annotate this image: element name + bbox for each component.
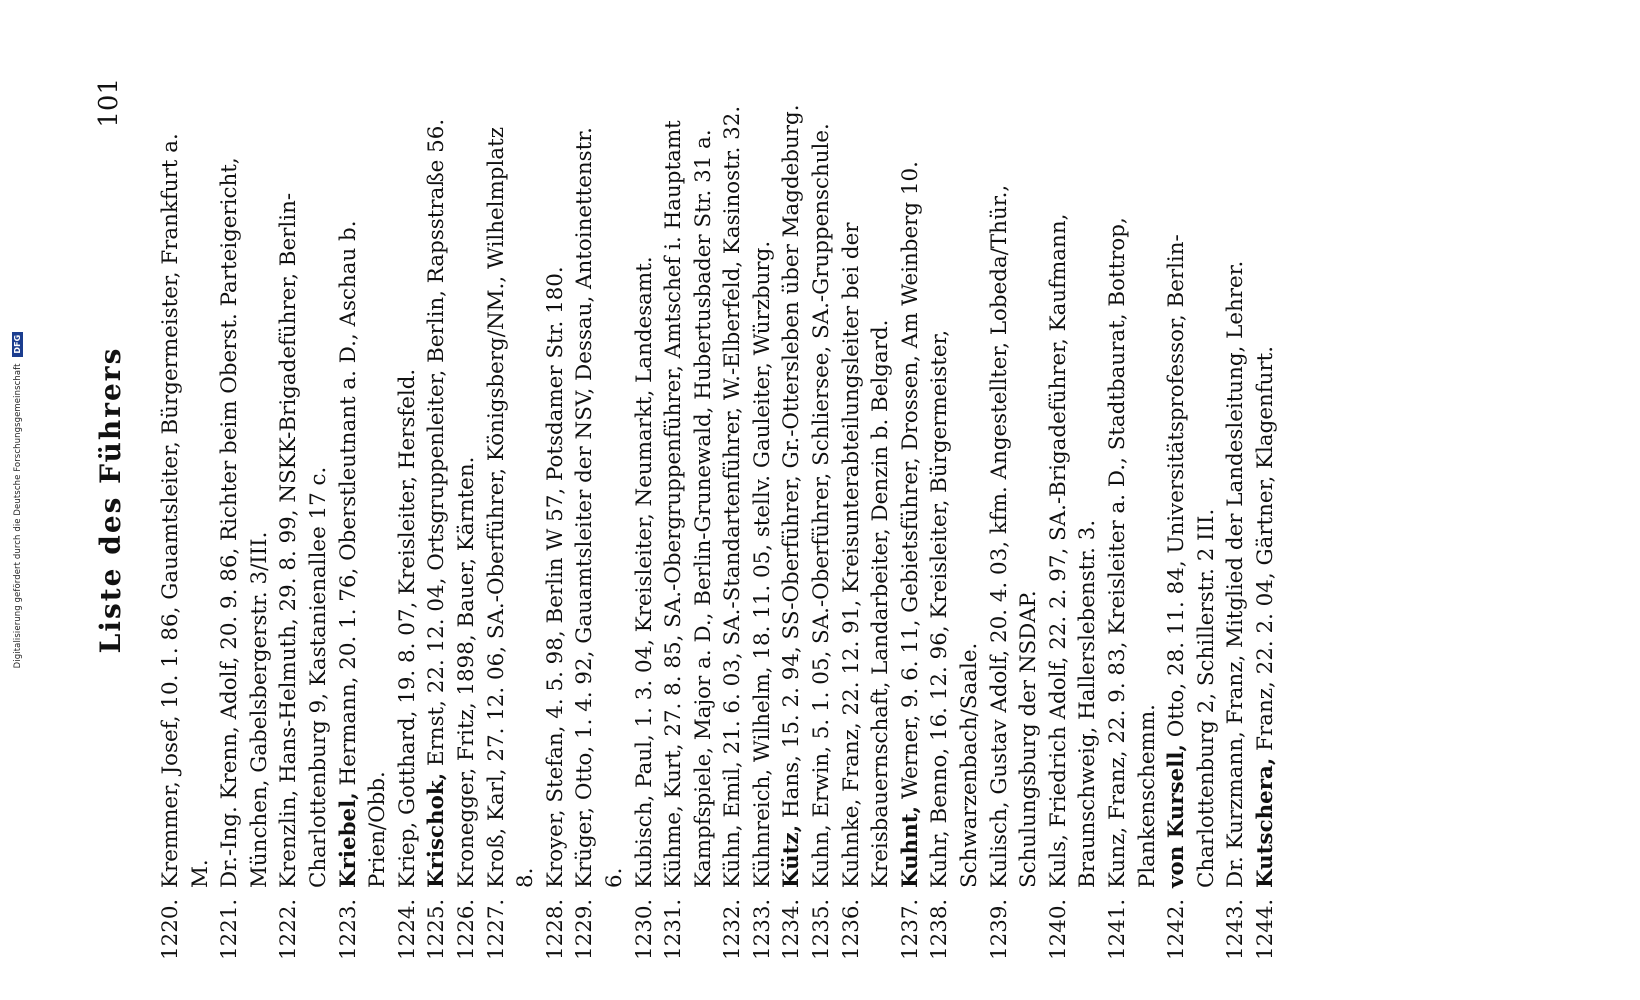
entry-details: Gotthard, 19. 8. 07, Kreisleiter, Hersfeld. (394, 368, 420, 822)
entry-details: Hermann, 20. 1. 76, Oberstleutnant a. D., Aschau b. Prien/Obb. (335, 220, 391, 888)
entry-number: 1221. (217, 898, 243, 960)
entry-number: 1243. (1223, 898, 1249, 960)
running-title: Liste des Führers (94, 346, 127, 654)
entry-number: 1223. (335, 898, 361, 960)
entry-number: 1242. (1164, 898, 1190, 960)
entry-details: Hans, 15. 2. 94, SS-Oberführer, Gr.-Ottersleben über Magdeburg. (779, 104, 805, 825)
entry-number: 1231. (661, 898, 687, 960)
entry-name: Kubisch, (631, 794, 657, 888)
watermark-text: Digitalisierung gefördert durch die Deutsche Forschungsgemeinschaft (13, 363, 23, 669)
list-item (925, 100, 984, 960)
list-item (541, 100, 571, 960)
list-item (1103, 100, 1162, 960)
page-number: 101 (94, 78, 124, 128)
list-item (215, 100, 274, 960)
entry-number: 1239. (986, 898, 1012, 960)
entry-details: Gustav Adolf, 20. 4. 03, kfm. Angestellter, Lobeda/Thür., Schulungsburg der NSDAP. (986, 184, 1042, 888)
entry-name: Dr. Kurzmann, (1223, 731, 1249, 888)
list-item (1221, 100, 1251, 960)
entry-name: von Kursell, (1164, 744, 1190, 888)
list-item (334, 100, 393, 960)
entry-name: Kühme, (661, 805, 687, 888)
entry-details: Erwin, 5. 1. 05, SA.-Oberführer, Schliersee, SA.-Gruppenschule. (809, 123, 835, 825)
list-item (482, 100, 541, 960)
entry-name: Kriep, (394, 821, 420, 888)
entry-name: Kulisch, (986, 801, 1012, 888)
entry-number: 1232. (720, 898, 746, 960)
list-item (896, 100, 926, 960)
entry-list (156, 100, 1281, 960)
entry-number: 1233. (749, 898, 775, 960)
entry-details: Franz, 22. 2. 04, Gärtner, Klagenfurt. (1252, 345, 1278, 758)
digitization-watermark (12, 0, 23, 1000)
entry-details: Karl, 27. 12. 06, SA.-Oberführer, Königsberg/NM., Wilhelmplatz 8. (483, 127, 539, 888)
entry-name: Kunz, (1105, 826, 1130, 888)
list-item (422, 100, 452, 960)
list-item (570, 100, 629, 960)
entry-number: 1241. (1105, 898, 1130, 960)
entry-name: Kronegger, (453, 767, 479, 888)
entry-details: Friedrich Adolf, 22. 2. 97, SA.-Brigadeführer, Kaufmann, Braunschweig, Hallerslebenstr. 3. (1045, 213, 1101, 888)
entry-name: Kühnreich, (749, 768, 775, 888)
entry-details: Hans-Helmuth, 29. 8. 99, NSKK-Brigadeführer, Berlin-Charlottenburg 9, Kastanienallee 17 c. (276, 192, 331, 888)
list-item (156, 100, 215, 960)
entry-details: Otto, 1. 4. 92, Gauamtsleiter der NSV, Dessau, Antoinettenstr. 6. (572, 127, 627, 888)
entry-number: 1238. (927, 898, 953, 960)
entry-number: 1236. (838, 898, 864, 960)
entry-details: Josef, 10. 1. 86, Gauamtsleiter, Bürgermeister, Frankfurt a. M. (158, 133, 213, 888)
entry-name: Kuhnke, (838, 798, 864, 888)
entry-number: 1235. (809, 898, 835, 960)
list-item (1044, 100, 1103, 960)
entry-number: 1225. (424, 898, 450, 960)
list-item (777, 100, 807, 960)
entry-details: Fritz, 1898, Bauer, Kärnten. (453, 456, 479, 768)
entry-details: Otto, 28. 11. 84, Universitätsprofessor, Berlin-Charlottenburg 2, Schillerstr. 2 III. (1164, 234, 1219, 888)
list-item (452, 100, 482, 960)
entry-number: 1228. (542, 898, 568, 960)
list-item (807, 100, 837, 960)
entry-number: 1220. (158, 898, 183, 960)
entry-name: Krenzlin, (276, 789, 302, 888)
entry-details: Wilhelm, 18. 11. 05, stellv. Gauleiter, Würzburg. (749, 240, 775, 769)
entry-name: Krischok, (424, 772, 450, 888)
dfg-logo: DFG (12, 332, 23, 357)
entry-name: Kütz, (779, 824, 805, 888)
list-item (659, 100, 718, 960)
entry-details: Ernst, 22. 12. 04, Ortsgruppenleiter, Berlin, Rapsstraße 56. (424, 118, 450, 773)
entry-details: Werner, 9. 6. 11, Gebietsführer, Drossen, Am Weinberg 10. (897, 161, 923, 806)
entry-name: Krüger, (572, 806, 598, 888)
entry-number: 1226. (453, 898, 479, 960)
entry-details: Franz, 22. 12. 91, Kreisunterabteilungsleiter bei der Kreisbauernschaft, Landarbeiter, Denzin b. Belgard. (838, 222, 894, 888)
entry-name: Kuhnt, (897, 805, 923, 888)
list-item (748, 100, 778, 960)
entry-name: Kroyer, (542, 809, 568, 888)
entry-name: Kroß, (483, 827, 509, 888)
entry-number: 1229. (572, 898, 598, 960)
entry-name: Kuls, (1045, 834, 1071, 888)
list-item (630, 100, 660, 960)
entry-name: Kuhn, (809, 824, 835, 888)
entry-name: Kutschera, (1252, 757, 1278, 888)
entry-name: Dr.-Ing. Krenn, (217, 726, 243, 888)
entry-details: Stefan, 4. 5. 98, Berlin W 57, Potsdamer Str. 180. (542, 266, 568, 810)
list-item (274, 100, 333, 960)
entry-details: Franz, Mitglied der Landesleitung, Lehrer. (1223, 260, 1249, 732)
list-item (1162, 100, 1221, 960)
entry-name: Kühn, (720, 824, 746, 888)
list-item (985, 100, 1044, 960)
entry-details: Franz, 22. 9. 83, Kreisleiter a. D., Stadtbaurat, Bottrop, Plankenschemm. (1105, 217, 1160, 888)
entry-details: Emil, 21. 6. 03, SA.-Standartenführer, W.-Elberfeld, Kasinostr. 32. (720, 105, 746, 825)
entry-number: 1234. (779, 898, 805, 960)
entry-number: 1240. (1045, 898, 1071, 960)
entry-details: Paul, 1. 3. 04, Kreisleiter, Neumarkt, Landesamt. (631, 256, 657, 795)
entry-number: 1230. (631, 898, 657, 960)
entry-name: Kriebel, (335, 792, 361, 888)
entry-number: 1227. (483, 898, 509, 960)
page-header (90, 30, 130, 970)
entry-name: Kremmer, (158, 781, 183, 888)
entry-number: 1244. (1252, 898, 1278, 960)
entry-number: 1237. (897, 898, 923, 960)
entry-details: Kurt, 27. 8. 85, SA.-Obergruppenführer, Amtschef i. Hauptamt Kampfspiele, Major a. D., Berlin-Grunewald, Hubertusbader Str. 31 a. (661, 120, 716, 888)
list-item (1251, 100, 1281, 960)
entry-name: Kuhr, (927, 830, 953, 888)
list-item (718, 100, 748, 960)
entry-number: 1222. (276, 898, 302, 960)
list-item (393, 100, 423, 960)
list-item (837, 100, 896, 960)
entry-details: Benno, 16. 12. 96, Kreisleiter, Bürgermeister, Schwarzenbach/Saale. (927, 329, 983, 888)
entry-details: Adolf, 20. 9. 86, Richter beim Oberst. Parteigericht, München, Gabelsbergerstr. 3/III. (217, 157, 272, 888)
entry-number: 1224. (394, 898, 420, 960)
